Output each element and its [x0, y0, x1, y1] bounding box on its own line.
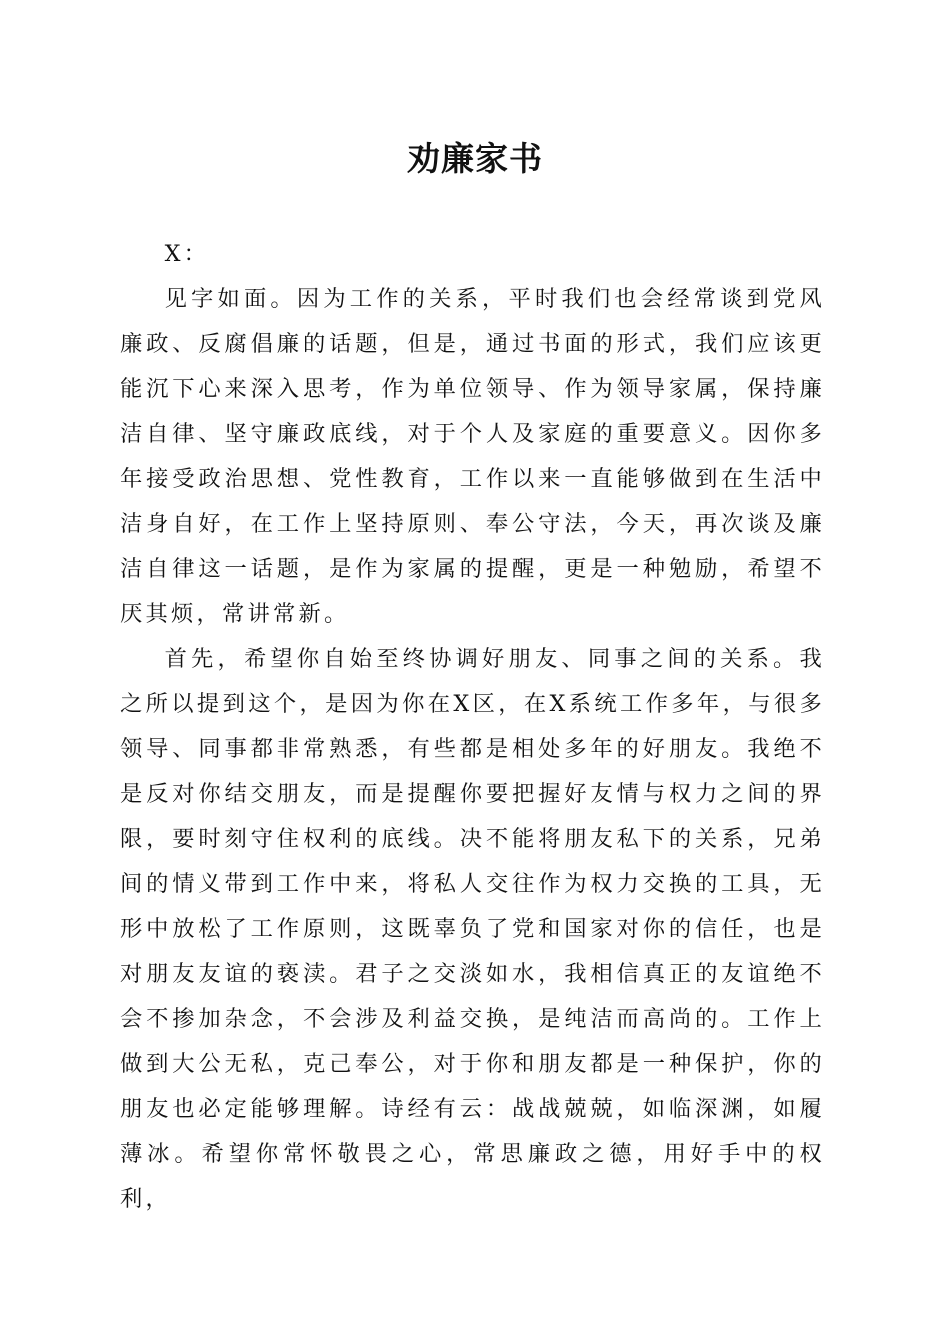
letter-body — [120, 232, 825, 1222]
document-title: 劝廉家书 — [407, 139, 543, 178]
paragraph: 见字如面。因为工作的关系，平时我们也会经常谈到党风廉政、反腐倡廉的话题，但是，通过书面的形式，我们应该更能沉下心来深入思考，作为单位领导、作为领导家属，保持廉洁自律、坚守廉政底线，对于个人及家庭的重要意义。因你多年接受政治思想、党性教育，工作以来一直能够做到在生活中洁身自好，在工作上坚持原则、奉公守法，今天，再次谈及廉洁自律这一话题，是作为家属的提醒，更是一种勉励，希望不厌其烦，常讲常新。 — [120, 286, 825, 627]
salutation: X： — [164, 241, 210, 267]
paragraph: 首先，希望你自始至终协调好朋友、同事之间的关系。我之所以提到这个，是因为你在X区，在X系统工作多年，与很多领导、同事都非常熟悉，有些都是相处多年的好朋友。我绝不是反对你结交朋友，而是提醒你要把握好友情与权力之间的界限，要时刻守住权利的底线。决不能将朋友私下的关系，兄弟间的情义带到工作中来，将私人交往作为权力交换的工具，无形中放松了工作原则，这既辜负了党和国家对你的信任，也是对朋友友谊的亵渎。君子之交淡如水，我相信真正的友谊绝不会不掺加杂念，不会涉及利益交换，是纯洁而高尚的。工作上做到大公无私，克己奉公，对于你和朋友都是一种保护，你的朋友也必定能够理解。诗经有云：战战兢兢，如临深渊，如履薄冰。希望你常怀敬畏之心，常思廉政之德，用好手中的权利， — [120, 646, 825, 1212]
